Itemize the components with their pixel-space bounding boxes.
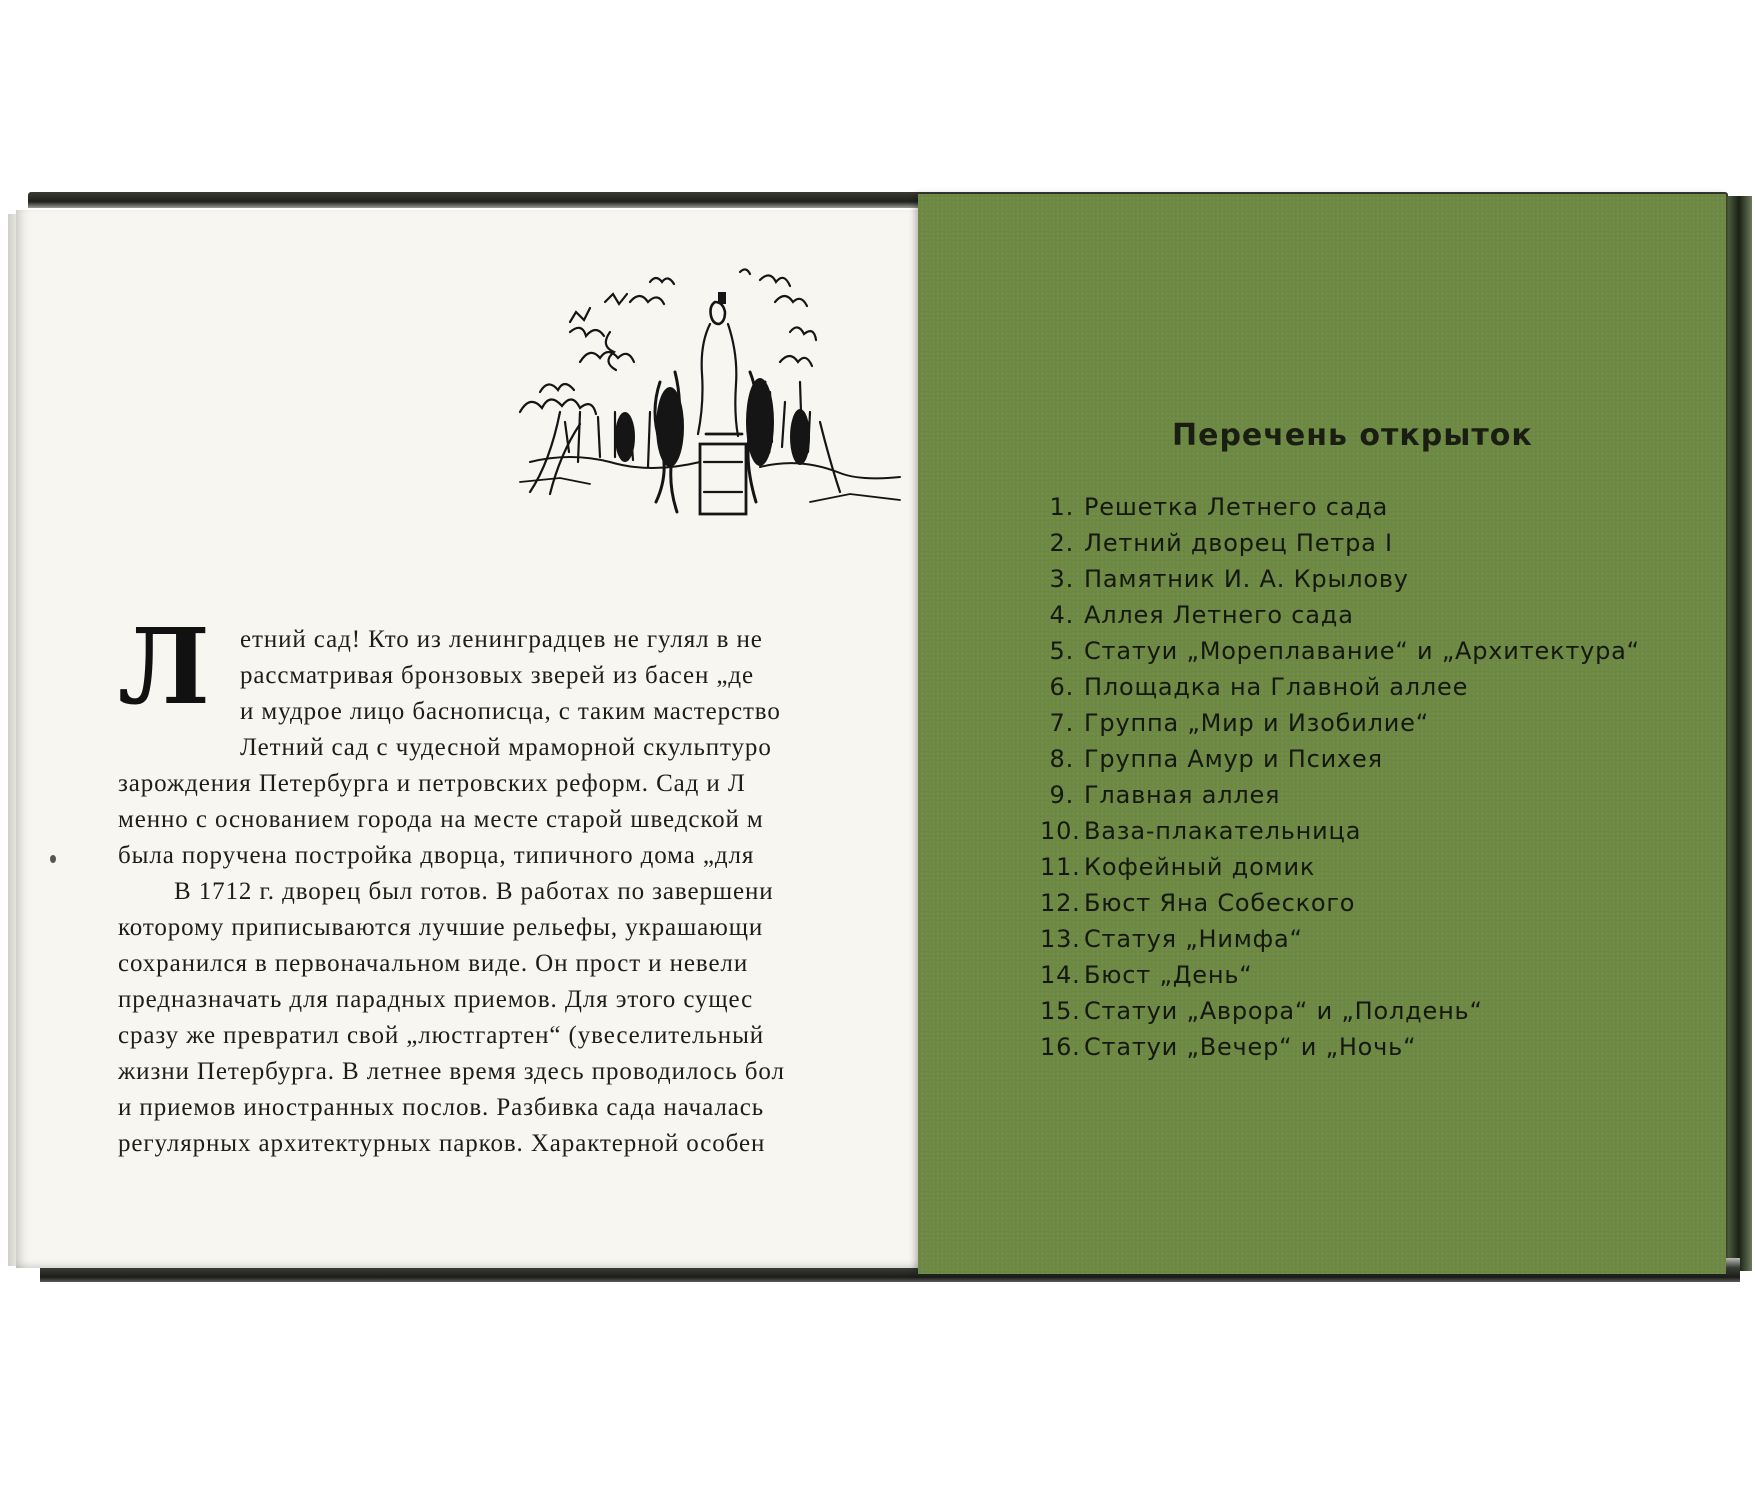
text-line: менно с основанием города на месте старой шведской м bbox=[118, 806, 764, 833]
list-item-text: Бюст „День“ bbox=[1084, 961, 1253, 989]
list-item-text: Статуи „Мореплавание“ и „Архитектура“ bbox=[1084, 637, 1640, 665]
postcard-list bbox=[1040, 489, 1680, 1065]
list-item-number: 11. bbox=[1040, 853, 1081, 881]
list-item-number: 15. bbox=[1040, 997, 1081, 1025]
list-item-text: Главная аллея bbox=[1084, 781, 1281, 809]
list-item bbox=[1040, 849, 1680, 885]
list-item-number: 3. bbox=[1049, 565, 1074, 593]
list-item bbox=[1040, 741, 1680, 777]
list-item bbox=[1040, 885, 1680, 921]
list-item-number: 1. bbox=[1049, 493, 1074, 521]
list-title: Перечень открыток bbox=[1172, 418, 1533, 453]
text-line: и приемов иностранных послов. Разбивка сада началась bbox=[118, 1094, 765, 1121]
list-item-number: 4. bbox=[1049, 601, 1074, 629]
text-line: сразу же превратил свой „люстгартен“ (увеселительный bbox=[118, 1022, 765, 1049]
list-item-number: 8. bbox=[1049, 745, 1074, 773]
list-item bbox=[1040, 561, 1680, 597]
list-item bbox=[1040, 705, 1680, 741]
list-item-text: Памятник И. А. Крылову bbox=[1084, 565, 1409, 593]
garden-statue-sketch bbox=[510, 262, 910, 562]
text-line: зарождения Петербурга и петровских реформ. Сад и Л bbox=[118, 770, 746, 797]
list-item bbox=[1040, 777, 1680, 813]
text-line: В 1712 г. дворец был готов. В работах по завершени bbox=[174, 878, 774, 905]
text-line: рассматривая бронзовых зверей из басен „де bbox=[240, 662, 755, 689]
text-line: регулярных архитектурных парков. Характерной особен bbox=[118, 1130, 766, 1157]
list-item-number: 5. bbox=[1049, 637, 1074, 665]
list-item bbox=[1040, 669, 1680, 705]
text-line: етний сад! Кто из ленинградцев не гулял в не bbox=[240, 626, 763, 653]
list-item bbox=[1040, 921, 1680, 957]
list-item-number: 6. bbox=[1049, 673, 1074, 701]
list-item-text: Статуя „Нимфа“ bbox=[1084, 925, 1303, 953]
text-line: жизни Петербурга. В летнее время здесь проводилось бол bbox=[118, 1058, 785, 1085]
text-line: Летний сад с чудесной мраморной скульптуро bbox=[240, 734, 772, 761]
list-item-number: 12. bbox=[1040, 889, 1081, 917]
ink-spot bbox=[50, 855, 56, 863]
booklet-body-text bbox=[118, 622, 918, 1182]
list-item-number: 14. bbox=[1040, 961, 1081, 989]
text-line: сохранился в первоначальном виде. Он прост и невели bbox=[118, 950, 749, 977]
list-item-text: Группа Амур и Психея bbox=[1084, 745, 1383, 773]
text-line: и мудрое лицо баснописца, с таким мастерство bbox=[240, 698, 781, 725]
list-item bbox=[1040, 813, 1680, 849]
list-item bbox=[1040, 993, 1680, 1029]
list-item-number: 2. bbox=[1049, 529, 1074, 557]
list-item-text: Бюст Яна Собеского bbox=[1084, 889, 1356, 917]
list-item bbox=[1040, 633, 1680, 669]
list-item-text: Ваза-плакательница bbox=[1084, 817, 1362, 845]
list-item-number: 16. bbox=[1040, 1033, 1081, 1061]
list-item bbox=[1040, 597, 1680, 633]
drop-cap-letter: Л bbox=[118, 605, 210, 728]
list-item-number: 10. bbox=[1040, 817, 1081, 845]
list-item-number: 13. bbox=[1040, 925, 1081, 953]
list-item-text: Аллея Летнего сада bbox=[1084, 601, 1354, 629]
list-item bbox=[1040, 525, 1680, 561]
list-item-text: Площадка на Главной аллее bbox=[1084, 673, 1469, 701]
list-item-number: 7. bbox=[1049, 709, 1074, 737]
list-item-text: Кофейный домик bbox=[1084, 853, 1316, 881]
list-item-text: Группа „Мир и Изобилие“ bbox=[1084, 709, 1429, 737]
list-item bbox=[1040, 489, 1680, 525]
text-line: предназначать для парадных приемов. Для этого сущес bbox=[118, 986, 754, 1013]
list-item bbox=[1040, 957, 1680, 993]
text-line: которому приписываются лучшие рельефы, украшающи bbox=[118, 914, 764, 941]
list-item-text: Летний дворец Петра I bbox=[1084, 529, 1393, 557]
list-item-number: 9. bbox=[1049, 781, 1074, 809]
list-item-text: Статуи „Аврора“ и „Полдень“ bbox=[1084, 997, 1483, 1025]
list-item bbox=[1040, 1029, 1680, 1065]
list-item-text: Решетка Летнего сада bbox=[1084, 493, 1389, 521]
list-item-text: Статуи „Вечер“ и „Ночь“ bbox=[1084, 1033, 1417, 1061]
text-line: была поручена постройка дворца, типичного дома „для bbox=[118, 842, 755, 869]
